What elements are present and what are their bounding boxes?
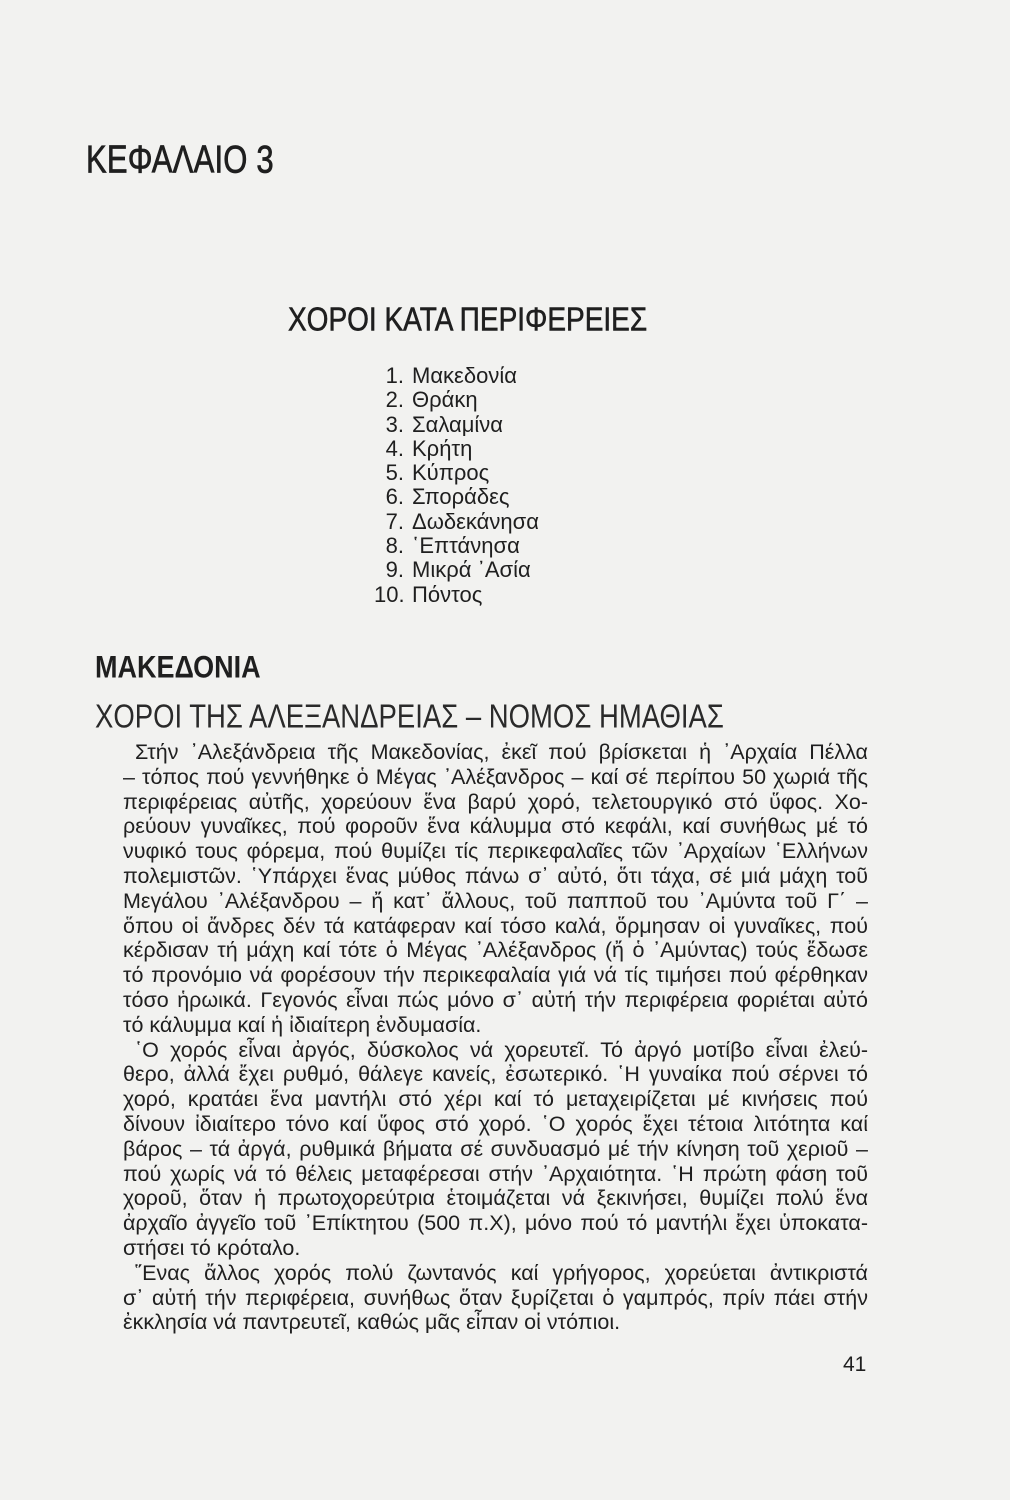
list-item-number: 10. (374, 581, 405, 607)
text-line: ρεύουν γυναῖκες, πού φοροῦν ἕνα κάλυμμα στό κεφάλι, καί συνήθως μέ τό (123, 814, 868, 839)
list-item (374, 583, 539, 607)
region-list (374, 364, 539, 607)
subsection-title: ΧΟΡΟΙ ΤΗΣ ΑΛΕΞΑΝΔΡΕΙΑΣ – ΝΟΜΟΣ ΗΜΑΘΙΑΣ (95, 697, 724, 735)
text-line: περιφέρειας αὐτῆς, χορεύουν ἕνα βαρύ χορό, τελετουργικό στό ὕφος. Χο- (123, 789, 868, 814)
text-line: πού χωρίς νά τό θέλεις μεταφέρεσαι στήν ᾿Αρχαιότητα. ῾Η πρώτη φάση τοῦ (123, 1161, 868, 1186)
text-line: τό προνόμιο νά φορέσουν τήν περικεφαλαία γιά νά τίς τιμήσει πού φέρθηκαν (123, 963, 868, 988)
list-item-number: 3. (385, 411, 404, 437)
list-item-number: 2. (385, 387, 404, 413)
list-item (374, 437, 539, 461)
text-line: χορό, κρατάει ἕνα μαντήλι στό χέρι καί τό μεταχειρίζεται μέ κινήσεις πού (123, 1087, 868, 1112)
paragraph (123, 740, 868, 1038)
list-item-label: Κύπρος (412, 460, 490, 486)
text-line: Μεγάλου ᾿Αλέξανδρου – ἤ κατ᾿ ἄλλους, τοῦ παπποῦ του ᾿Αμύντα τοῦ Γ΄ – (123, 888, 868, 913)
paragraph (123, 1261, 868, 1335)
list-item-number: 7. (385, 508, 404, 534)
list-item-label: Μικρά ᾿Ασία (412, 557, 531, 583)
list-item-label: Πόντος (412, 581, 483, 607)
text-line: ῞Ενας ἄλλος χορός πολύ ζωντανός καί γρήγορος, χορεύεται ἀντικριστά (135, 1260, 868, 1285)
text-line: δίνουν ἰδιαίτερο τόνο καί ὕφος στό χορό. ῾Ο χορός ἔχει τέτοια λιτότητα καί (123, 1111, 868, 1136)
text-line: – τόπος πού γεννήθηκε ὁ Μέγας ᾿Αλέξανδρος – καί σέ περίπου 50 χωριά τῆς (123, 764, 868, 789)
list-item-label: Σποράδες (412, 484, 510, 510)
text-line: ἐκκλησία νά παντρευτεῖ, καθώς μᾶς εἶπαν οἱ ντόπιοι. (123, 1310, 621, 1335)
text-line: Στήν ᾿Αλεξάνδρεια τῆς Μακεδονίας, ἐκεῖ πού βρίσκεται ἡ ᾿Αρχαία Πέλλα (135, 740, 868, 764)
list-item (374, 558, 539, 582)
text-line: ῾Ο χορός εἶναι ἀργός, δύσκολος νά χορευτεῖ. Τό ἀργό μοτίβο εἶναι ἐλεύ- (135, 1037, 868, 1062)
text-line: κέρδισαν τή μάχη καί τότε ὁ Μέγας ᾿Αλέξανδρος (ἤ ὁ ᾿Αμύντας) τούς ἔδωσε (123, 938, 868, 963)
list-item (374, 485, 539, 509)
list-item-number: 1. (385, 363, 404, 388)
text-line: στήσει τό κρόταλο. (123, 1235, 301, 1260)
list-item-number: 8. (385, 533, 404, 559)
text-line: πολεμιστῶν. ῾Υπάρχει ἕνας μύθος πάνω σ᾿ αὐτό, ὅτι τάχα, σέ μιά μάχη τοῦ (123, 863, 868, 888)
paragraph (123, 1038, 868, 1261)
list-item-label: Δωδεκάνησα (412, 508, 539, 534)
list-item (374, 461, 539, 485)
page-number: 41 (843, 1353, 867, 1376)
list-item-label: ῾Επτάνησα (412, 533, 520, 559)
list-item-number: 9. (385, 557, 404, 583)
list-item-number: 6. (385, 484, 404, 510)
list-item (374, 413, 539, 437)
text-line: βάρος – τά ἀργά, ρυθμικά βήματα σέ συνδυασμό μέ τήν κίνηση τοῦ χεριοῦ – (123, 1136, 868, 1161)
text-line: νυφικό τους φόρεμα, πού θυμίζει τίς περικεφαλαῖες τῶν ᾿Αρχαίων ῾Ελλήνων (123, 839, 868, 864)
text-line: ὅπου οἱ ἄνδρες δέν τά κατάφεραν καί τόσο καλά, ὅρμησαν οἱ γυναῖκες, πού (123, 913, 868, 938)
list-item-number: 4. (385, 435, 404, 461)
text-line: χοροῦ, ὅταν ἡ πρωτοχορεύτρια ἑτοιμάζεται νά ξεκινήσει, θυμίζει πολύ ἕνα (123, 1186, 868, 1211)
body-text (123, 740, 868, 1335)
text-line: τόσο ἡρωικά. Γεγονός εἶναι πώς μόνο σ᾿ αὐτή τήν περιφέρεια φοριέται αὐτό (123, 987, 868, 1012)
list-item-label: Μακεδονία (412, 363, 517, 388)
list-item (374, 364, 539, 388)
list-item-label: Κρήτη (412, 435, 473, 461)
list-item-label: Θράκη (412, 387, 478, 413)
list-item-number: 5. (385, 460, 404, 486)
list-item-label: Σαλαμίνα (412, 411, 503, 437)
section-title: ΧΟΡΟΙ ΚΑΤΑ ΠΕΡΙΦΕΡΕΙΕΣ (288, 300, 648, 338)
list-item (374, 510, 539, 534)
text-line: ἀρχαῖο ἀγγεῖο τοῦ ᾿Επίκτητου (500 π.Χ), μόνο πού τό μαντήλι ἔχει ὑποκατα- (123, 1211, 868, 1236)
list-item (374, 534, 539, 558)
text-line: θερο, ἀλλά ἔχει ρυθμό, θάλεγε κανείς, ἐσωτερικό. ῾Η γυναίκα πού σέρνει τό (123, 1062, 868, 1087)
region-heading: ΜΑΚΕΔΟΝΙΑ (95, 649, 261, 685)
list-item (374, 388, 539, 412)
chapter-heading: ΚΕΦΑΛΑΙΟ 3 (86, 137, 274, 182)
text-line: σ᾿ αὐτή τήν περιφέρεια, συνήθως ὅταν ξυρίζεται ὁ γαμπρός, πρίν πάει στήν (123, 1285, 868, 1310)
text-line: τό κάλυμμα καί ἡ ἰδιαίτερη ἐνδυμασία. (123, 1012, 482, 1037)
